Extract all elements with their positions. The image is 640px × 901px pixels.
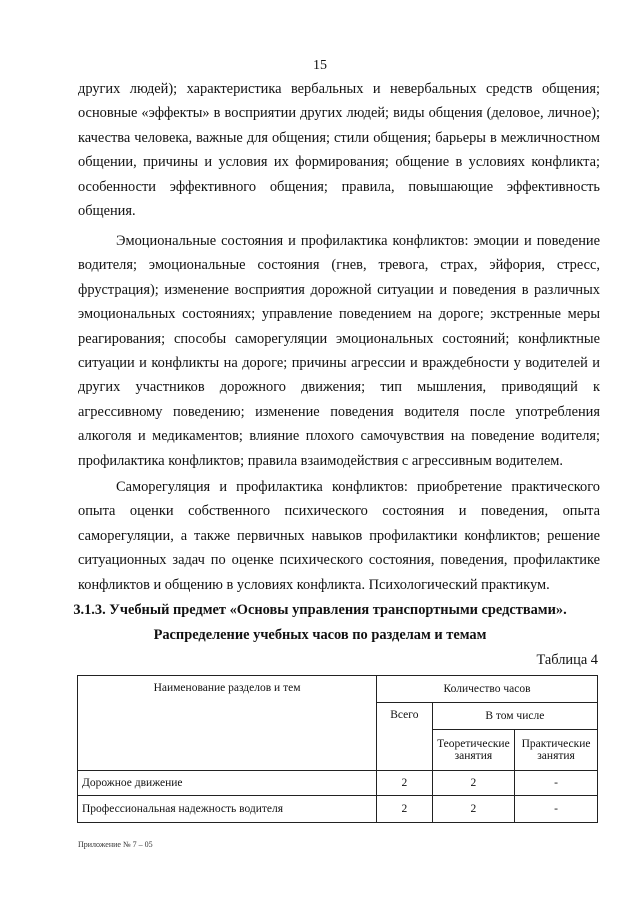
row-theory: 2 bbox=[432, 771, 514, 796]
header-theory: Теоретические занятия bbox=[432, 730, 514, 771]
section-subheading: Распределение учебных часов по разделам и темам bbox=[153, 627, 487, 643]
paragraph-communication: других людей); характеристика вербальных и невербальных средств общения; основные «эффекты» в восприятии других людей; виды общения (деловое, личное); качества человека, важные для общения; стили общения; барьеры в межличностном общении, причины и условия их формирования; общение в условиях конфликта; особенности эффективного общения; правила, повышающие эффективность общения. bbox=[78, 81, 600, 220]
table-header-row bbox=[78, 676, 598, 703]
row-total: 2 bbox=[377, 771, 433, 796]
page-footer: Приложение № 7 – 05 bbox=[78, 840, 153, 849]
row-theory: 2 bbox=[432, 796, 514, 823]
row-practice: - bbox=[515, 771, 598, 796]
row-name: Профессиональная надежность водителя bbox=[78, 796, 377, 823]
row-total: 2 bbox=[377, 796, 433, 823]
paragraph-self-regulation: Саморегуляция и профилактика конфликтов: приобретение практического опыта оценки собственного психического состояния и поведения, опыта саморегуляции, а также первичных навыков профилактики конфликтов; решение ситуационных задач по оценке психического состояния, поведения, профилактике конфликтов и общению в условиях конфликта. Психологический практикум. bbox=[78, 479, 600, 593]
header-hours: Количество часов bbox=[377, 676, 598, 703]
table-row bbox=[78, 771, 598, 796]
section-heading: 3.1.3. Учебный предмет «Основы управления транспортными средствами». bbox=[73, 602, 567, 618]
header-total: Всего bbox=[377, 703, 433, 771]
hours-table bbox=[77, 675, 598, 823]
header-name: Наименование разделов и тем bbox=[78, 676, 377, 771]
table-label: Таблица 4 bbox=[536, 652, 598, 668]
header-including: В том числе bbox=[432, 703, 597, 730]
paragraph-emotions: Эмоциональные состояния и профилактика конфликтов: эмоции и поведение водителя; эмоциональные состояния (гнев, тревога, страх, эйфория, стресс, фрустрация); изменение восприятия дорожной ситуации и поведения в различных эмоциональных состояниях; управление поведением на дороге; экстренные меры реагирования; способы саморегуляции эмоциональных состояний; конфликтные ситуации и конфликты на дороге; причины агрессии и враждебности у водителей и других участников дорожного движения; тип мышления, приводящий к агрессивному поведению; изменение поведения водителя после употребления алкоголя и медикаментов; влияние плохого самочувствия на поведение водителя; профилактика конфликтов; правила взаимодействия с агрессивным водителем. bbox=[78, 233, 600, 469]
header-practice: Практические занятия bbox=[515, 730, 598, 771]
row-practice: - bbox=[515, 796, 598, 823]
page-number: 15 bbox=[313, 58, 327, 73]
table-row bbox=[78, 796, 598, 823]
row-name: Дорожное движение bbox=[78, 771, 377, 796]
